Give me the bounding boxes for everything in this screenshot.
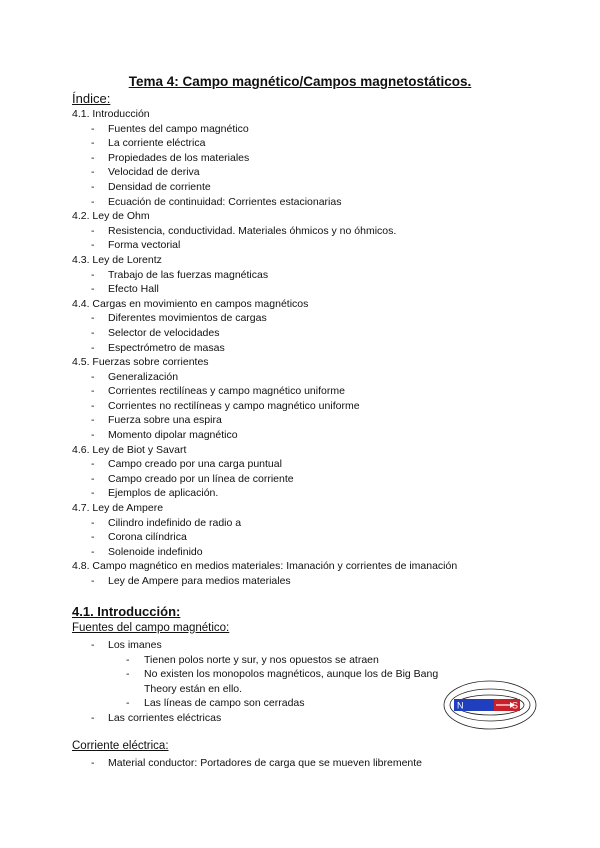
toc-item: - Generalización [91,370,179,383]
toc-section-heading: 4.7. Ley de Ampere [72,502,164,515]
subsection-fuentes: Fuentes del campo magnético: [72,622,230,634]
toc-section-heading: 4.5. Fuerzas sobre corrientes [72,356,209,369]
corriente-list [72,756,522,771]
toc-item: - Selector de velocidades [91,326,220,339]
toc-item-text: Forma vectorial [108,239,181,252]
toc-item: - Trabajo de las fuerzas magnéticas [91,268,269,281]
toc-item-text: Corona cilíndrica [108,531,187,544]
toc-item-text: Propiedades de los materiales [108,151,250,164]
toc-item-text: Espectrómetro de masas [108,341,225,354]
toc-item: - La corriente eléctrica [91,137,206,150]
toc-item: - Ley de Ampere para medios materiales [91,575,291,587]
section-heading-4-1: 4.1. Introducción: [72,604,181,619]
toc-item-text: Ejemplos de aplicación. [108,487,219,500]
bar-magnet-field-diagram [440,675,540,735]
toc-item: - Corona cilíndrica [91,531,187,544]
toc-item-text: Velocidad de deriva [108,166,200,179]
list-item-text: No existen los monopolos magnéticos, aunque los de Big Bang Theory están en ello. [144,668,439,695]
toc-item: - Solenoide indefinido [91,545,203,558]
toc-section-heading: 4.8. Campo magnético en medios materiales: Imanación y corrientes de imanación [72,560,458,573]
toc-item-text: Resistencia, conductividad. Materiales óhmicos y no óhmicos. [108,224,397,237]
list-item: - Tienen polos norte y sur, y nos opuestos se atraen [126,653,379,666]
toc-item: - Corrientes rectilíneas y campo magnético uniforme [91,385,345,398]
toc-item-text: Fuerza sobre una espira [108,414,222,427]
list-item-text: Material conductor: Portadores de carga que se mueven libremente [108,757,423,769]
index-label: Índice: [72,91,111,106]
list-item-text: Tienen polos norte y sur, y nos opuestos se atraen [144,653,379,666]
south-label: S [512,700,519,711]
toc-item: - Densidad de corriente [91,180,211,193]
toc-item-text: Efecto Hall [108,283,159,296]
toc-item-text: Ecuación de continuidad: Corrientes estacionarias [108,195,342,208]
toc-section-heading: 4.3. Ley de Lorentz [72,253,162,266]
list-item: - Las corrientes eléctricas [91,711,222,724]
toc-item-text: La corriente eléctrica [108,137,206,150]
list-item: - Las líneas de campo son cerradas [126,697,305,710]
toc-item: - Campo creado por un línea de corriente [91,472,294,485]
toc-section-heading: 4.4. Cargas en movimiento en campos magnéticos [72,297,309,310]
table-of-contents [72,107,572,589]
toc-item: - Corrientes no rectilíneas y campo magnético uniforme [91,399,360,412]
toc-item-text: Campo creado por una carga puntual [108,458,282,471]
toc-section-heading: 4.2. Ley de Ohm [72,210,150,223]
list-item: - Los imanes [91,639,162,651]
toc-item-text: Momento dipolar magnético [108,429,238,442]
toc-item: - Velocidad de deriva [91,166,200,179]
toc-section-heading: 4.6. Ley de Biot y Savart [72,443,187,456]
north-label: N [457,700,464,711]
toc-item: - Ejemplos de aplicación. [91,487,219,500]
toc-item-text: Campo creado por un línea de corriente [108,472,294,485]
list-item-text: Las corrientes eléctricas [108,711,222,724]
toc-item-text: Solenoide indefinido [108,545,203,558]
toc-item: - Espectrómetro de masas [91,341,225,354]
toc-item: - Diferentes movimientos de cargas [91,312,267,325]
toc-item-text: Densidad de corriente [108,180,211,193]
toc-item: - Forma vectorial [91,239,181,252]
toc-item: - Efecto Hall [91,283,159,296]
toc-item: - Momento dipolar magnético [91,429,238,442]
list-item: - No existen los monopolos magnéticos, aunque los de Big Bang Theory están en ello. [126,668,439,695]
list-item-text: Las líneas de campo son cerradas [144,697,305,710]
toc-item: - Campo creado por una carga puntual [91,458,282,471]
list-item-text: Los imanes [108,639,162,651]
fuentes-list [72,638,452,726]
toc-item: - Fuerza sobre una espira [91,414,222,427]
toc-item: - Cilindro indefinido de radio a [91,516,242,529]
toc-item-text: Generalización [108,370,179,383]
toc-item-text: Fuentes del campo magnético [108,122,249,135]
toc-item: - Resistencia, conductividad. Materiales óhmicos y no óhmicos. [91,224,397,237]
toc-item-text: Trabajo de las fuerzas magnéticas [108,268,269,281]
document-title: Tema 4: Campo magnético/Campos magnetostáticos. [128,74,472,89]
toc-item-text: Cilindro indefinido de radio a [108,516,242,529]
toc-item-text: Ley de Ampere para medios materiales [108,575,291,587]
toc-section-heading: 4.1. Introducción [72,108,150,120]
toc-item: - Fuentes del campo magnético [91,122,249,135]
toc-item-text: Corrientes no rectilíneas y campo magnético uniforme [108,399,360,412]
toc-item-text: Selector de velocidades [108,326,220,339]
list-item: - Material conductor: Portadores de carga que se mueven libremente [91,757,423,769]
subsection-corriente: Corriente eléctrica: [72,740,169,752]
toc-item-text: Corrientes rectilíneas y campo magnético uniforme [108,385,345,398]
toc-item: - Propiedades de los materiales [91,151,250,164]
toc-item-text: Diferentes movimientos de cargas [108,312,267,325]
toc-item: - Ecuación de continuidad: Corrientes estacionarias [91,195,342,208]
